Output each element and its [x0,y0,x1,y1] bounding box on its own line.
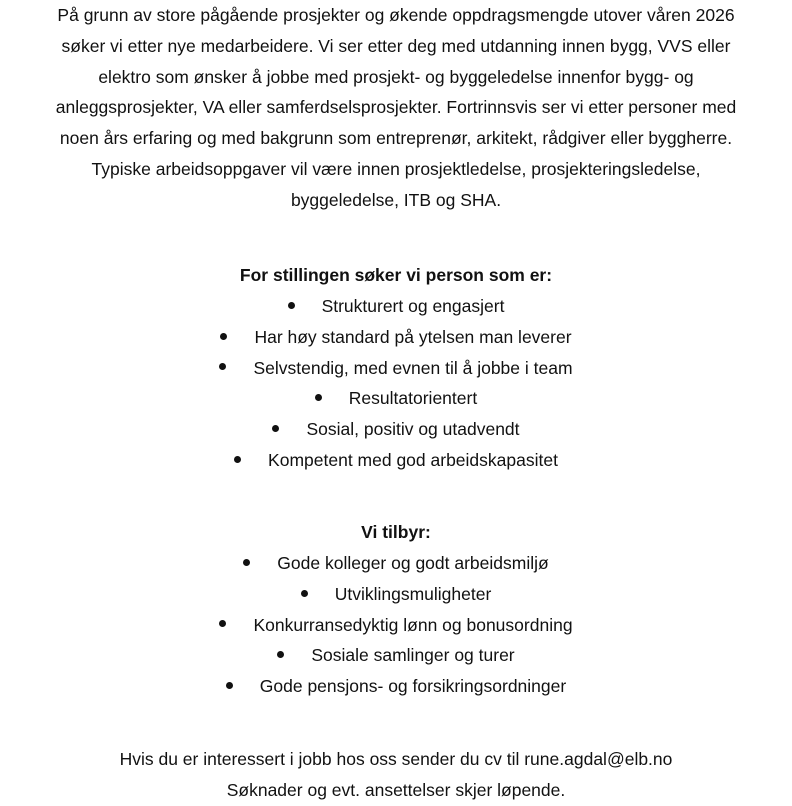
intro-line: anleggsprosjekter, VA eller samferdselsprosjekter. Fortrinnsvis ser vi etter personer med [55,97,737,118]
list-item [0,414,792,445]
intro-line: elektro som ønsker å jobbe med prosjekt- og byggeledelse innenfor bygg- og [98,66,694,87]
list-item [0,548,792,579]
intro-line: Typiske arbeidsoppgaver vil være innen prosjektledelse, prosjekteringsledelse, [91,158,701,179]
contact-email-link[interactable]: rune.agdal@elb.no [524,749,673,769]
contact-footer [0,744,792,806]
bullet-icon [234,445,268,476]
offer-list [0,548,792,702]
intro-paragraph [0,0,792,216]
list-item-text: Gode kolleger og godt arbeidsmiljø [277,553,549,573]
intro-line: byggeledelse, ITB og SHA. [290,189,502,210]
list-item [0,445,792,476]
list-item-text: Sosiale samlinger og turer [311,645,515,666]
list-item [0,640,792,671]
contact-line [0,744,792,775]
list-item-text: Resultatorientert [348,388,478,409]
bullet-icon [272,414,306,445]
list-item-text: Gode pensjons- og forsikringsordninger [259,676,567,697]
requirements-heading: For stillingen søker vi person som er: [239,265,553,285]
bullet-icon [277,640,311,671]
list-item-text: Kompetent med god arbeidskapasitet [268,449,558,470]
bullet-icon [301,579,335,610]
bullet-icon [288,291,322,322]
intro-line: På grunn av store pågående prosjekter og økende oppdragsmengde utover våren 2026 [57,5,735,25]
list-item-text: Strukturert og engasjert [321,296,505,316]
list-item-text: Utviklingsmuligheter [334,583,492,604]
list-item [0,610,792,641]
list-item-text: Konkurransedyktig lønn og bonusordning [253,614,573,635]
bullet-icon [220,322,254,353]
bullet-icon [315,383,349,414]
list-item [0,579,792,610]
list-item [0,291,792,322]
bullet-icon [243,548,277,579]
contact-text: Hvis du er interessert i jobb hos oss sender du cv til [119,749,525,769]
bullet-icon [219,353,253,384]
list-item [0,353,792,384]
application-note: Søknader og evt. ansettelser skjer løpende. [226,779,566,800]
bullet-icon [219,610,253,641]
bullet-icon [226,671,260,702]
list-item [0,383,792,414]
list-item-text: Sosial, positiv og utadvendt [306,419,520,440]
requirements-list [0,291,792,476]
intro-line: søker vi etter nye medarbeidere. Vi ser etter deg med utdanning innen bygg, VVS eller [61,35,731,56]
list-item [0,671,792,702]
list-item-text: Selvstendig, med evnen til å jobbe i team [253,357,573,378]
list-item-text: Har høy standard på ytelsen man leverer [254,326,572,347]
offer-heading: Vi tilbyr: [361,522,431,542]
list-item [0,322,792,353]
intro-line: noen års erfaring og med bakgrunn som entreprenør, arkitekt, rådgiver eller byggherre. [59,128,733,149]
